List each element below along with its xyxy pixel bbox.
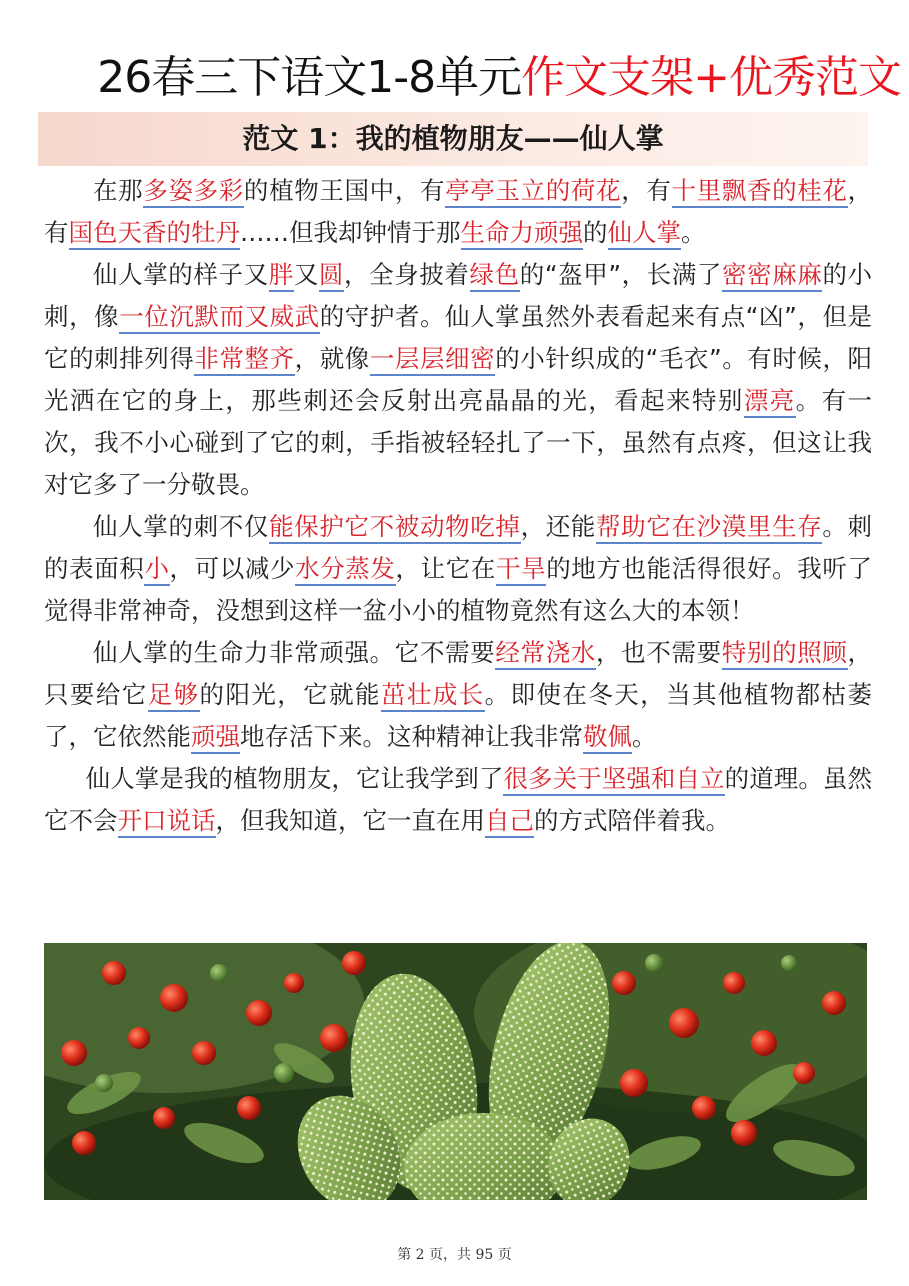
essay-paragraph-5 [44, 758, 872, 842]
highlighted-phrase: 能保护它不被动物吃掉 [269, 512, 521, 544]
highlighted-phrase: 经常浇水 [495, 638, 596, 670]
text-segment: 仙人掌是我的植物朋友，它让我学到了 [85, 764, 504, 793]
highlighted-phrase: 国色天香的牡丹 [69, 218, 241, 250]
text-segment: ，就像 [294, 344, 370, 373]
highlighted-phrase: 水分蒸发 [295, 554, 395, 586]
text-segment: 。 [681, 218, 706, 247]
essay-paragraph-1 [44, 170, 872, 254]
text-segment: 的小针织成的“毛衣”。有时候，阳光洒在它的身上，那些刺还会反射出亮晶晶的光，看起来特别 [44, 344, 873, 415]
highlighted-phrase: 绿色 [470, 260, 520, 292]
highlighted-phrase: 十里飘香的桂花 [672, 176, 848, 208]
essay-body [44, 170, 872, 842]
text-segment: ……但我却钟情于那 [240, 218, 461, 247]
highlighted-phrase: 多姿多彩 [143, 176, 244, 208]
text-segment: 在那 [93, 176, 144, 205]
highlighted-phrase: 敬佩 [583, 722, 632, 754]
text-segment: ，让它在 [395, 554, 496, 583]
highlighted-phrase: 漂亮 [744, 386, 796, 418]
highlighted-phrase: 生命力顽强 [461, 218, 584, 250]
section-title: 范文 1：我的植物朋友——仙人掌 [242, 122, 664, 155]
essay-paragraph-4 [44, 632, 872, 758]
highlighted-phrase: 小 [144, 554, 169, 586]
document-title-black: 26春三下语文1-8单元 [97, 52, 522, 103]
text-segment: 仙人掌的刺不仅 [93, 512, 270, 541]
text-segment: 的方式陪伴着我。 [534, 806, 730, 835]
highlighted-phrase: 很多关于坚强和自立 [503, 764, 724, 796]
highlighted-phrase: 亭亭玉立的荷花 [445, 176, 621, 208]
document-title [0, 48, 909, 108]
page-number: 第 2 页，共 95 页 [397, 1247, 512, 1263]
text-segment: ，只要给它 [44, 638, 873, 709]
essay-paragraph-3 [44, 506, 872, 632]
highlighted-phrase: 干旱 [496, 554, 546, 586]
text-segment: ，也不需要 [596, 638, 722, 667]
highlighted-phrase: 仙人掌 [608, 218, 682, 250]
highlighted-phrase: 特别的照顾 [722, 638, 848, 670]
text-segment: 地存活下来。这种精神让我非常 [240, 722, 583, 751]
text-segment: 的守护者。仙人掌虽然外表看起来有点“凶”，但是它的刺排列得 [44, 302, 873, 373]
text-segment: 的小刺，像 [44, 260, 873, 331]
highlighted-phrase: 密密麻麻 [722, 260, 822, 292]
text-segment: ，全身披着 [344, 260, 470, 289]
document-title-red: 作文支架+优秀范文 [521, 52, 901, 103]
highlighted-phrase: 非常整齐 [194, 344, 294, 376]
text-segment: ，有 [44, 176, 873, 247]
text-segment: ，但我知道，它一直在用 [215, 806, 485, 835]
text-segment: 的植物王国中，有 [243, 176, 446, 205]
text-segment: 仙人掌的生命力非常顽强。它不需要 [93, 638, 496, 667]
highlighted-phrase: 自己 [485, 806, 534, 838]
text-segment: ，还能 [520, 512, 597, 541]
highlighted-phrase: 开口说话 [118, 806, 216, 838]
text-segment: 。有一次，我不小心碰到了它的刺，手指被轻轻扎了一下，虽然有点疼，但这让我对它多了一分敬畏。 [44, 386, 873, 499]
text-segment: ，有 [621, 176, 672, 205]
text-segment: 的“盔甲”，长满了 [519, 260, 723, 289]
essay-paragraph-2 [44, 254, 872, 506]
text-segment: 的道理。虽然它不会 [44, 764, 873, 835]
highlighted-phrase: 圆 [319, 260, 344, 292]
cactus-illustration [44, 943, 867, 1200]
highlighted-phrase: 顽强 [191, 722, 240, 754]
highlighted-phrase: 帮助它在沙漠里生存 [596, 512, 822, 544]
highlighted-phrase: 茁壮成长 [381, 680, 485, 712]
text-segment: 的 [583, 218, 608, 247]
cactus-photo [44, 943, 867, 1200]
text-segment: 仙人掌的样子又 [93, 260, 269, 289]
highlighted-phrase: 一层层细密 [370, 344, 495, 376]
highlighted-phrase: 胖 [269, 260, 294, 292]
highlighted-phrase: 足够 [148, 680, 200, 712]
text-segment: ，可以减少 [169, 554, 296, 583]
text-segment: 又 [293, 260, 319, 289]
text-segment: 的地方也能活得很好。我听了觉得非常神奇，没想到这样一盆小小的植物竟然有这么大的本领！ [44, 554, 872, 625]
text-segment: 的阳光，它就能 [199, 680, 381, 709]
text-segment: 。 [632, 722, 657, 751]
highlighted-phrase: 一位沉默而又威武 [119, 302, 320, 334]
text-segment: 。即使在冬天，当其他植物都枯萎了，它依然能 [44, 680, 873, 751]
text-segment: 。刺的表面积 [44, 512, 873, 583]
